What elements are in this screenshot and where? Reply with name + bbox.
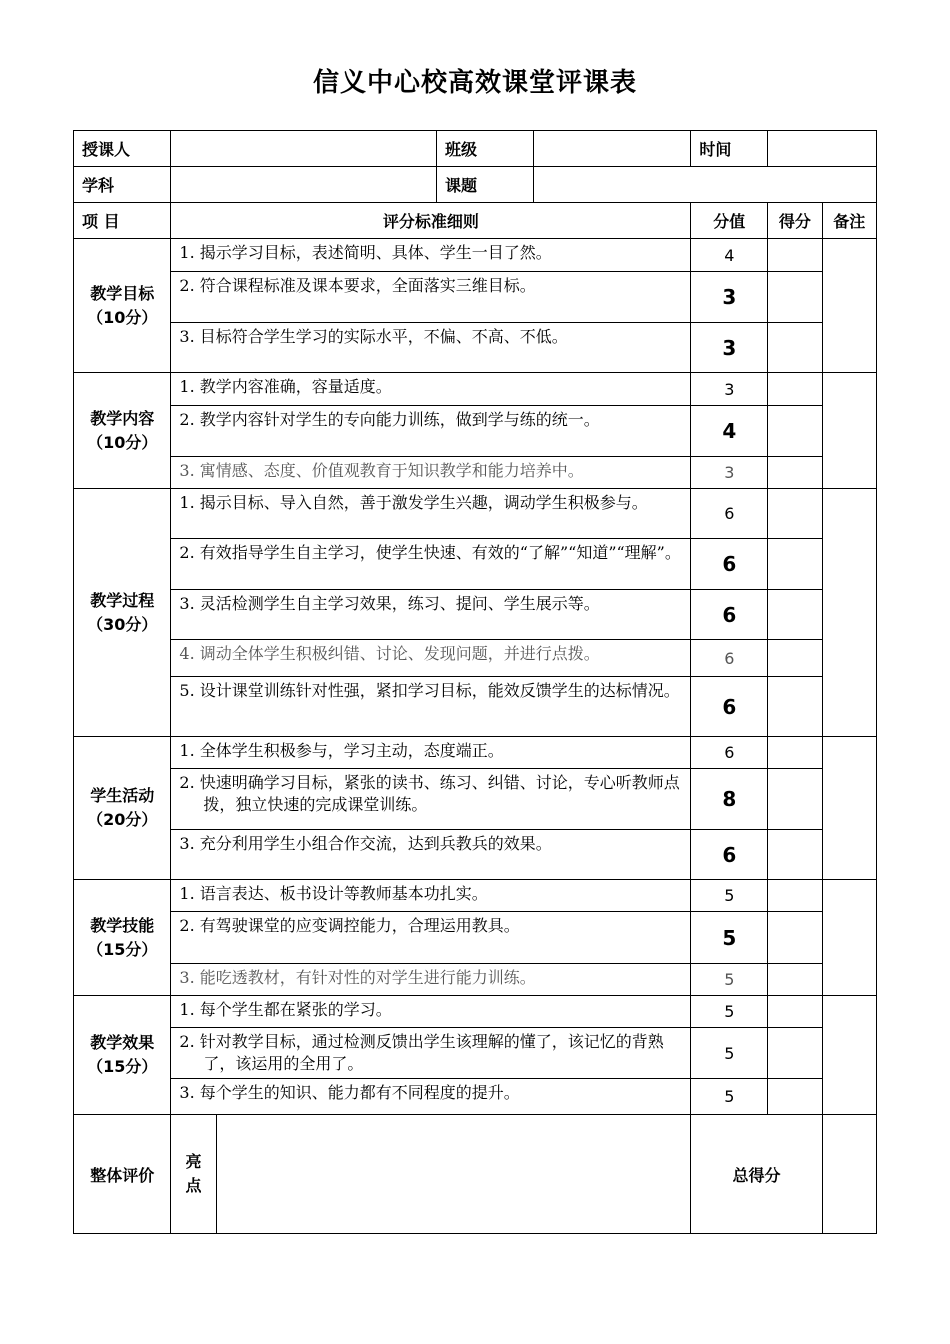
points-value: 6 (691, 830, 768, 880)
points-value: 3 (691, 272, 768, 323)
category-cell (74, 239, 171, 373)
criteria-label: 评分标准细则 (171, 203, 691, 239)
category-total: （10分） (87, 307, 158, 327)
criteria-row (74, 640, 877, 677)
criteria-item (171, 1079, 691, 1115)
criteria-row (74, 1079, 877, 1115)
points-value: 6 (691, 737, 768, 769)
criteria-row (74, 1028, 877, 1079)
highlight-char-1: 亮 (185, 1152, 202, 1171)
points-value: 5 (691, 1079, 768, 1115)
category-cell (74, 373, 171, 489)
highlight-char-2: 点 (185, 1176, 202, 1195)
points-value: 5 (691, 912, 768, 964)
points-value: 5 (691, 1028, 768, 1079)
points-value: 6 (691, 590, 768, 640)
category-cell (74, 996, 171, 1115)
criteria-text: 3. 目标符合学生学习的实际水平，不偏、不高、不低。 (179, 327, 568, 346)
criteria-text: 1. 语言表达、板书设计等教师基本功扎实。 (179, 884, 488, 903)
criteria-row (74, 272, 877, 323)
category-total: （15分） (87, 1057, 158, 1076)
score-field[interactable] (768, 239, 822, 272)
criteria-item (171, 996, 691, 1028)
criteria-text: 1. 每个学生都在紧张的学习。 (179, 1000, 392, 1019)
category-name: 教学目标 (90, 283, 155, 303)
item-label: 项 目 (74, 203, 171, 239)
criteria-text: 3. 每个学生的知识、能力都有不同程度的提升。 (179, 1083, 520, 1102)
criteria-text: 1. 揭示目标、导入自然，善于激发学生兴趣，调动学生积极参与。 (179, 493, 648, 512)
teacher-label: 授课人 (74, 131, 171, 167)
criteria-text: 2. 有驾驶课堂的应变调控能力，合理运用教具。 (179, 916, 520, 935)
topic-field[interactable] (534, 167, 877, 203)
criteria-row (74, 457, 877, 489)
score-field[interactable] (768, 489, 822, 539)
score-field[interactable] (768, 1028, 822, 1079)
criteria-row (74, 239, 877, 272)
overall-row (74, 1115, 877, 1234)
points-value: 6 (691, 539, 768, 590)
criteria-text: 2. 有效指导学生自主学习，使学生快速、有效的“了解”“知道”“理解”。 (179, 543, 681, 562)
score-field[interactable] (768, 1079, 822, 1115)
criteria-text: 3. 寓情感、态度、价值观教育于知识教学和能力培养中。 (179, 461, 584, 480)
category-name: 教学内容 (90, 408, 155, 428)
criteria-text: 2. 针对教学目标，通过检测反馈出学生该理解的懂了，该记忆的背熟了，该运用的全用了。 (179, 1032, 664, 1073)
category-cell (74, 737, 171, 880)
points-value: 5 (691, 880, 768, 912)
score-field[interactable] (768, 880, 822, 912)
points-value: 5 (691, 996, 768, 1028)
category-name: 教学效果 (90, 1033, 155, 1052)
category-name: 教学过程 (90, 590, 155, 610)
category-total: （20分） (87, 810, 158, 829)
criteria-item (171, 737, 691, 769)
criteria-item (171, 912, 691, 964)
score-field[interactable] (768, 406, 822, 457)
criteria-row (74, 996, 877, 1028)
points-value: 3 (691, 373, 768, 406)
evaluation-table (73, 130, 877, 1234)
criteria-text: 1. 全体学生积极参与，学习主动，态度端正。 (179, 741, 504, 760)
category-name: 教学技能 (90, 915, 155, 935)
category-total: （30分） (87, 614, 158, 634)
overall-label: 整体评价 (74, 1115, 171, 1234)
page-title: 信义中心校高效课堂评课表 (312, 68, 637, 98)
teacher-field[interactable] (171, 131, 437, 167)
criteria-row (74, 590, 877, 640)
criteria-text: 3. 能吃透教材，有针对性的对学生进行能力训练。 (179, 968, 536, 987)
score-field[interactable] (768, 323, 822, 373)
points-label: 分值 (691, 203, 768, 239)
score-label: 得分 (768, 203, 822, 239)
criteria-item (171, 272, 691, 323)
criteria-item (171, 373, 691, 406)
criteria-text: 1. 教学内容准确，容量适度。 (179, 377, 392, 396)
score-field[interactable] (768, 769, 822, 830)
score-field[interactable] (768, 912, 822, 964)
note-field[interactable] (822, 239, 876, 373)
criteria-item (171, 489, 691, 539)
subject-field[interactable] (171, 167, 437, 203)
note-label: 备注 (822, 203, 876, 239)
criteria-item (171, 406, 691, 457)
highlight-field[interactable] (216, 1115, 691, 1234)
criteria-text: 4. 调动全体学生积极纠错、讨论、发现问题，并进行点拨。 (179, 644, 600, 663)
criteria-item (171, 457, 691, 489)
criteria-item (171, 964, 691, 996)
class-field[interactable] (534, 131, 691, 167)
note-field[interactable] (822, 737, 876, 880)
criteria-text: 2. 符合课程标准及课本要求，全面落实三维目标。 (179, 276, 536, 295)
score-field[interactable] (768, 677, 822, 737)
note-field[interactable] (822, 373, 876, 489)
criteria-item (171, 1028, 691, 1079)
criteria-item (171, 677, 691, 737)
criteria-row (74, 769, 877, 830)
criteria-item (171, 830, 691, 880)
note-field[interactable] (822, 996, 876, 1115)
total-score-field[interactable] (822, 1115, 876, 1234)
criteria-row (74, 912, 877, 964)
criteria-item (171, 880, 691, 912)
criteria-item (171, 239, 691, 272)
category-total: （10分） (87, 432, 158, 452)
column-header-row (74, 203, 877, 239)
score-field[interactable] (768, 737, 822, 769)
category-total: （15分） (87, 939, 158, 959)
criteria-row (74, 830, 877, 880)
criteria-text: 3. 灵活检测学生自主学习效果，练习、提问、学生展示等。 (179, 594, 600, 613)
note-field[interactable] (822, 489, 876, 737)
score-field[interactable] (768, 590, 822, 640)
criteria-row (74, 406, 877, 457)
score-field[interactable] (768, 373, 822, 406)
criteria-text: 2. 快速明确学习目标，紧张的读书、练习、纠错、讨论，专心听教师点拨，独立快速的完成课堂训练。 (179, 773, 680, 814)
time-label: 时间 (691, 131, 768, 167)
points-value: 6 (691, 489, 768, 539)
criteria-row (74, 323, 877, 373)
criteria-row (74, 677, 877, 737)
points-value: 6 (691, 677, 768, 737)
category-cell (74, 880, 171, 996)
score-field[interactable] (768, 830, 822, 880)
topic-label: 课题 (437, 167, 534, 203)
criteria-item (171, 640, 691, 677)
score-field[interactable] (768, 272, 822, 323)
points-value: 3 (691, 323, 768, 373)
score-field[interactable] (768, 539, 822, 590)
score-field[interactable] (768, 640, 822, 677)
criteria-item (171, 769, 691, 830)
header-row-1 (74, 131, 877, 167)
header-row-2 (74, 167, 877, 203)
points-value: 5 (691, 964, 768, 996)
criteria-row (74, 737, 877, 769)
points-value: 4 (691, 239, 768, 272)
criteria-text: 2. 教学内容针对学生的专向能力训练，做到学与练的统一。 (179, 410, 600, 429)
category-name: 学生活动 (90, 786, 155, 805)
total-score-label: 总得分 (691, 1115, 822, 1234)
score-field[interactable] (768, 996, 822, 1028)
criteria-item (171, 590, 691, 640)
criteria-row (74, 880, 877, 912)
points-value: 6 (691, 640, 768, 677)
class-label: 班级 (437, 131, 534, 167)
criteria-item (171, 323, 691, 373)
criteria-item (171, 539, 691, 590)
criteria-row (74, 964, 877, 996)
criteria-text: 1. 揭示学习目标，表述简明、具体、学生一目了然。 (179, 243, 552, 262)
points-value: 8 (691, 769, 768, 830)
criteria-text: 3. 充分利用学生小组合作交流，达到兵教兵的效果。 (179, 834, 552, 853)
time-field[interactable] (768, 131, 877, 167)
category-cell (74, 489, 171, 737)
points-value: 4 (691, 406, 768, 457)
score-field[interactable] (768, 964, 822, 996)
criteria-row (74, 373, 877, 406)
score-field[interactable] (768, 457, 822, 489)
note-field[interactable] (822, 880, 876, 996)
highlight-label (171, 1115, 216, 1234)
points-value: 3 (691, 457, 768, 489)
criteria-text: 5. 设计课堂训练针对性强，紧扣学习目标，能效反馈学生的达标情况。 (179, 681, 680, 700)
criteria-row (74, 489, 877, 539)
subject-label: 学科 (74, 167, 171, 203)
criteria-row (74, 539, 877, 590)
